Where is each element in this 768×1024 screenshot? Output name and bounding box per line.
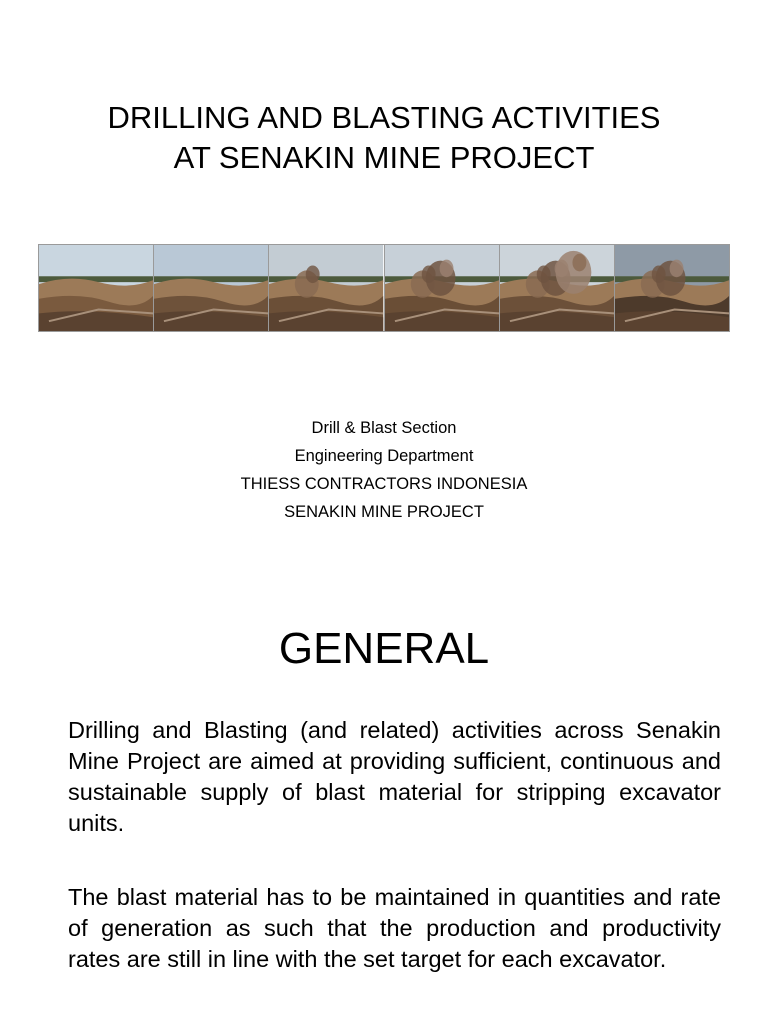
company-name: THIESS CONTRACTORS INDONESIA: [240, 475, 528, 493]
department-name: Engineering Department: [294, 447, 474, 465]
section-name: Drill & Blast Section: [311, 419, 457, 437]
mine-site-photo-5: [500, 245, 615, 331]
title-line-2: AT SENAKIN MINE PROJECT: [173, 140, 595, 175]
credits-block: [0, 414, 768, 526]
mine-site-photo-4: [385, 245, 500, 331]
paragraph-2: The blast material has to be maintained in quantities and rate of generation as such that the production and productivity rates are still in line with the set target for each excavator.: [68, 884, 721, 972]
section-heading: GENERAL: [278, 624, 490, 673]
title-line-1: DRILLING AND BLASTING ACTIVITIES: [107, 100, 661, 135]
mine-site-photo-3: [269, 245, 384, 331]
project-name: SENAKIN MINE PROJECT: [284, 503, 484, 521]
paragraph-1: Drilling and Blasting (and related) activities across Senakin Mine Project are aimed at providing sufficient, continuous and sustainable supply of blast material for stripping excavator units.: [68, 717, 721, 836]
mine-site-photo-2: [154, 245, 269, 331]
photo-strip: [38, 244, 730, 332]
document-title: [0, 98, 768, 178]
mine-site-photo-6: [615, 245, 729, 331]
mine-site-photo-1: [39, 245, 154, 331]
